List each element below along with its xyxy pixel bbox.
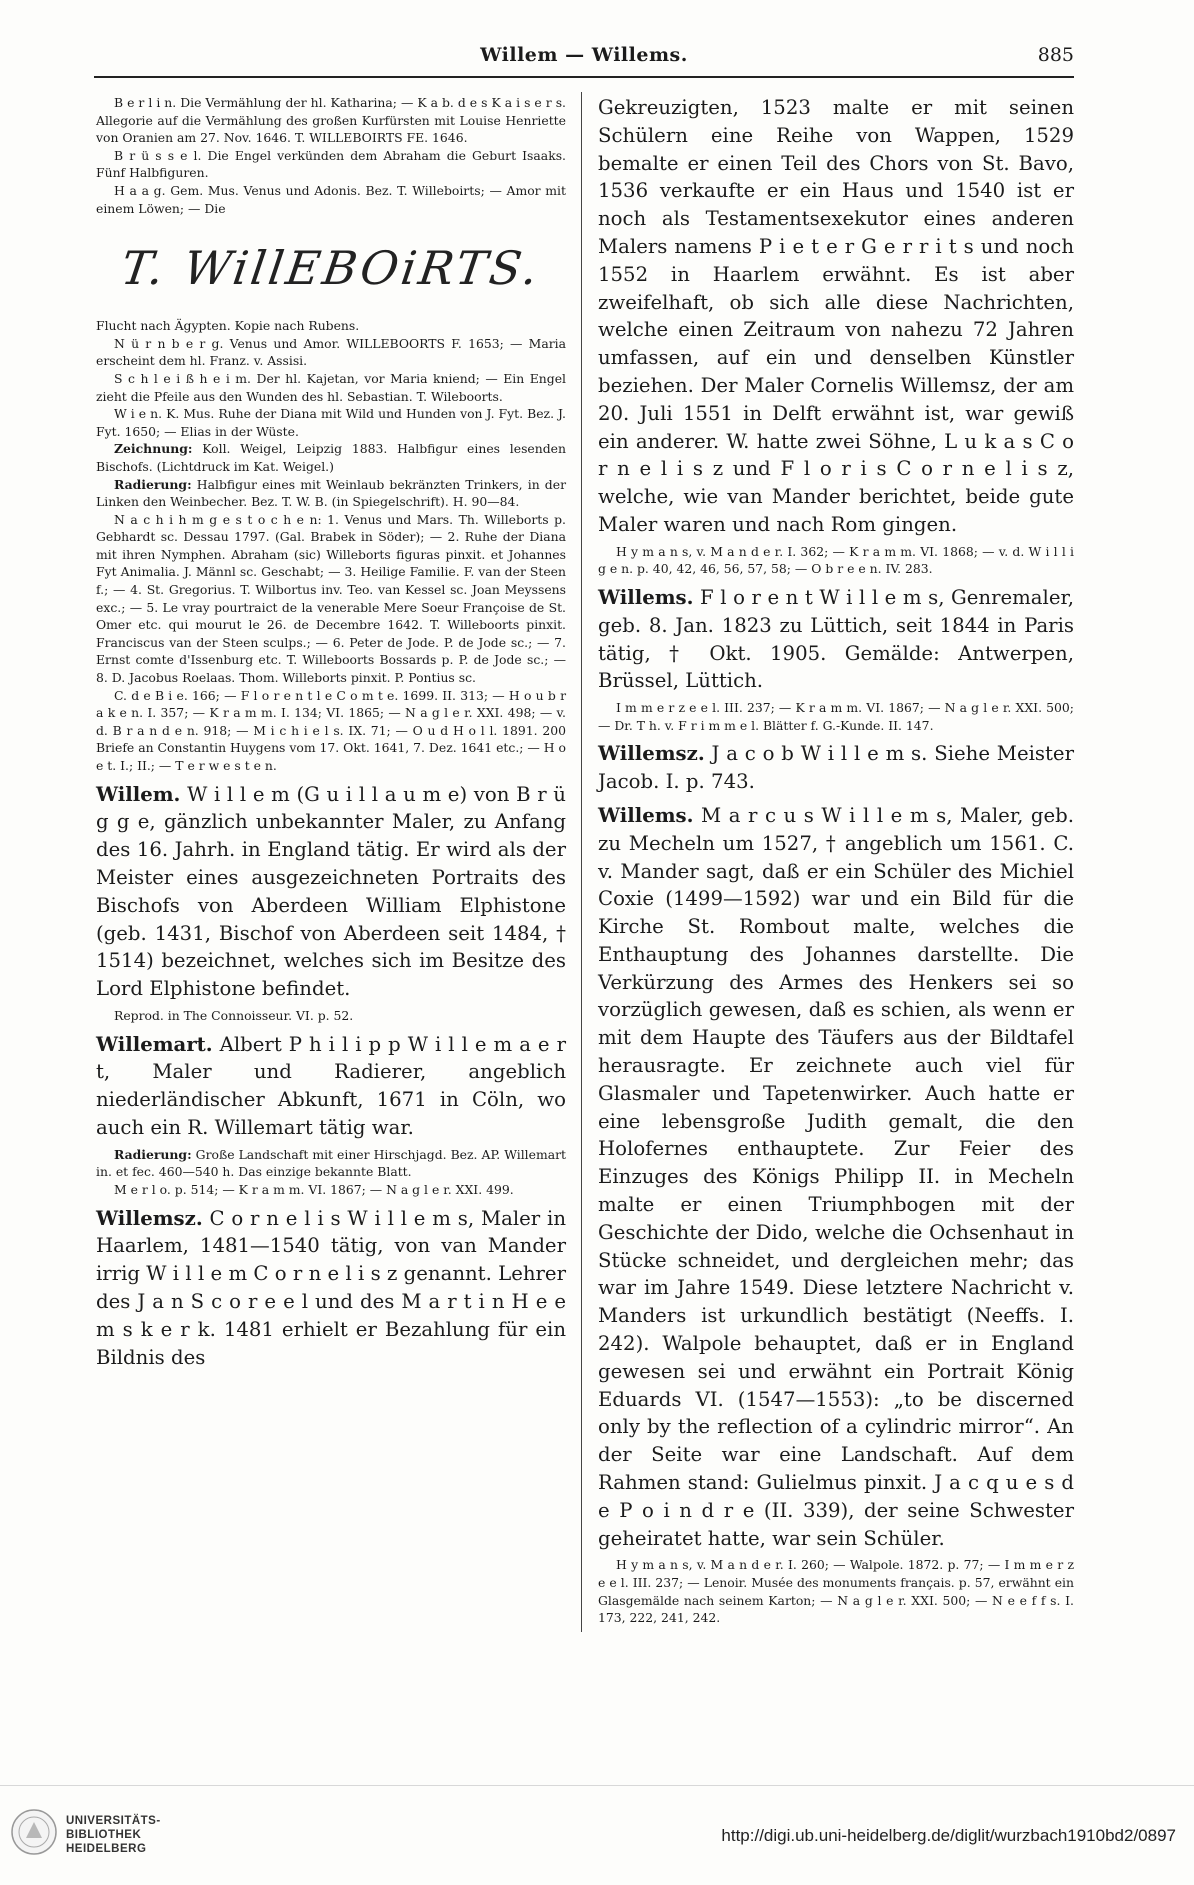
entry-jacob-willemsz (598, 740, 1074, 796)
entry-text: W i l l e m (G u i l l a u m e) von B r ü g g e, gänzlich unbekannter Maler, zu Anfang des 16. Jahrh. in England tätig. Er wird als der Meister eines ausgezeichneten Portraits des Bischofs von Aberdeen William Elphistone (geb. 1431, Bischof von Aberdeen seit 1484, † 1514) bezeichnet, welches sich im Besitze des Lord Elphistone befindet. (96, 782, 566, 1001)
column-divider (581, 92, 582, 1632)
entry-marcus-willems (598, 802, 1074, 1553)
label: Radierung: (114, 1146, 192, 1162)
paragraph (96, 476, 566, 511)
references: C. d e B i e. 166; — F l o r e n t l e C o m t e. 1699. II. 313; — H o u b r a k e n. I. 357; — K r a m m. I. 134; VI. 1865; — N a g l e r. XXI. 498; — v. d. B r a n d e n. 918; — M i c h i e l s. IX. 71; — O u d H o l l. 1891. 200 Briefe an Constantin Huygens vom 17. Okt. 1641, 7. Dez. 1641 etc.; — H o e t. I.; II.; — T e r w e s t e n. (96, 687, 566, 773)
entry-head: Willemsz. (598, 742, 705, 766)
text: Große Landschaft mit einer Hirschjagd. Bez. AP. Willemart in. et fec. 460—540 h. Das einzige bekannte Blatt. (96, 1146, 566, 1180)
text: Halbfigur eines mit Weinlaub bekränzten Trinkers, in der Linken den Weinbecher. Bez. T. W. B. (in Spiegelschrift). H. 90—84. (96, 476, 566, 510)
text: Koll. Weigel, Leipzig 1883. Halbfigur eines lesenden Bischofs. (Lichtdruck im Kat. Weigel.) (96, 441, 566, 474)
references: Reprod. in The Connoisseur. VI. p. 52. (114, 1007, 354, 1023)
paragraph: S c h l e i ß h e i m. Der hl. Kajetan, vor Maria kniend; — Ein Engel zieht die Pfeile aus den Wunden des hl. Sebastian. T. Wileboorts. (96, 370, 566, 404)
entry-head: Willems. (598, 803, 694, 827)
entry-text: C o r n e l i s W i l l e m s, Maler in Haarlem, 1481—1540 tätig, von van Mander irrig W i l l e m C o r n e l i s z genannt. Lehrer des J a n S c o r e e l und des M a r t i n H e e m s k e r k. 1481 erhielt er Bezahlung für ein Bildnis des (96, 1206, 566, 1369)
paragraph (96, 440, 566, 475)
paragraph: H a a g. Gem. Mus. Venus und Adonis. Bez. T. Willeboirts; — Amor mit einem Löwen; — Die (96, 182, 566, 216)
entry-willemsz (96, 1205, 566, 1372)
permalink-url[interactable]: http://digi.ub.uni-heidelberg.de/diglit/wurzbach1910bd2/0897 (721, 1826, 1176, 1845)
running-title: Willem — Willems. (480, 44, 688, 66)
label: Zeichnung: (114, 441, 193, 457)
right-column (598, 94, 1074, 1627)
left-column (96, 94, 566, 1371)
header-rule (94, 76, 1074, 78)
paragraph: B e r l i n. Die Vermählung der hl. Katharina; — K a b. d e s K a i s e r s. Allegorie auf die Vermählung des großen Kurfürsten mit Louise Henriette von Oranien am 27. Nov. 1646. T. WILLEBOIRTS FE. 1646. (96, 95, 566, 146)
entry-text: J a c o b W i l l e m s. Siehe Meister Jacob. I. p. 743. (598, 742, 1074, 794)
library-line: BIBLIOTHEK (66, 1829, 142, 1841)
library-line: HEIDELBERG (66, 1843, 147, 1855)
references: H y m a n s, v. M a n d e r. I. 260; — Walpole. 1872. p. 77; — I m m e r z e e l. III. 237; — Lenoir. Musée des monuments français. p. 57, erwähnt ein Glasgemälde nach seinem Karton; — N a g l e r. XXI. 500; — N e e f f s. I. 173, 222, 241, 242. (598, 1557, 1074, 1626)
page-header (94, 44, 1074, 74)
paragraph: N a c h i h m g e s t o c h e n: 1. Venus und Mars. Th. Willeborts p. Gebhardt sc. Dessau 1797. (Gal. Brabek in Söder); — 2. Ruhe der Diana mit ihren Nymphen. Abraham (sic) Willeborts figuras pinxit. et Johannes Fyt Animalia. J. Männl sc. Geschabt; — 3. Heilige Familie. F. van der Steen f.; — 4. St. Gregorius. T. Wilbortus inv. Teo. van Kessel sc. Joan Meyssens exc.; — 5. Le vray pourtraict de la venerable Mere Soeur Françoise de St. Omer etc. qui mourut le 26. de Decembre 1642. T. Willeboorts pinxit. Franciscus van der Steen sculps.; — 6. Peter de Jode. P. de Jode sc.; — 7. Ernst comte d'Issenburg etc. T. Willeboorts Bossards p. P. de Jode sc.; — 8. D. Jacobus Roelaas. Thom. Willeborts pinxit. P. Pontius sc. (96, 511, 566, 686)
entry-head: Willemart. (96, 1032, 213, 1056)
references: M e r l o. p. 514; — K r a m m. VI. 1867; — N a g l e r. XXI. 499. (114, 1181, 514, 1197)
entry-head: Willemsz. (96, 1206, 203, 1230)
label: Radierung: (114, 476, 192, 492)
entry-head: Willems. (598, 585, 694, 609)
signature-facsimile: T. WillEBOiRTS. (117, 241, 545, 296)
entry-willemart (96, 1031, 566, 1142)
entry-willem (96, 781, 566, 1003)
page-number: 885 (1037, 44, 1074, 66)
entry-florent-willems (598, 584, 1074, 695)
references: H y m a n s, v. M a n d e r. I. 362; — K r a m m. VI. 1868; — v. d. W i l l i g e n. p. 40, 42, 46, 56, 57, 58; — O b r e e n. IV. 283. (598, 543, 1074, 577)
paragraph: N ü r n b e r g. Venus und Amor. WILLEBOORTS F. 1653; — Maria erscheint dem hl. Franz. v. Assisi. (96, 335, 566, 369)
library-line: UNIVERSITÄTS- (66, 1815, 161, 1827)
footer-bar (0, 1785, 1194, 1885)
references: I m m e r z e e l. III. 237; — K r a m m. VI. 1867; — N a g l e r. XXI. 500; — Dr. T h. v. F r i m m e l. Blätter f. G.-Kunde. II. 147. (598, 700, 1074, 733)
paragraph: W i e n. K. Mus. Ruhe der Diana mit Wild und Hunden von J. Fyt. Bez. J. Fyt. 1650; — Elias in der Wüste. (96, 406, 566, 439)
paragraph: Gekreuzigten, 1523 malte er mit seinen Schülern eine Reihe von Wappen, 1529 bemalte er einen Teil des Chors von St. Bavo, 1536 verkaufte er ein Haus und 1540 ist er noch als Testamentsexekutor eines anderen Malers namens P i e t e r G e r r i t s und noch 1552 in Haarlem erwähnt. Es ist aber zweifelhaft, ob sich alle diese Nachrichten, welche einen Zeitraum von nahezu 72 Jahren umfassen, auf ein und denselben Künstler beziehen. Der Maler Cornelis Willemsz, der am 20. Juli 1551 in Delft erwähnt ist, war gewiß ein anderer. W. hatte zwei Söhne, L u k a s C o r n e l i s z und F l o r i s C o r n e l i s z, welche, wie van Mander berichtet, beide gute Maler waren und nach Rom gingen. (598, 96, 1074, 536)
paragraph: B r ü s s e l. Die Engel verkünden dem Abraham die Geburt Isaaks. Fünf Halbfiguren. (96, 147, 566, 181)
university-seal-icon (10, 1808, 58, 1856)
entry-text: F l o r e n t W i l l e m s, Genremaler, geb. 8. Jan. 1823 zu Lüttich, seit 1844 in Paris tätig, † Okt. 1905. Gemälde: Antwerpen, Brüssel, Lüttich. (598, 585, 1074, 693)
entry-text: Albert P h i l i p p W i l l e m a e r t, Maler und Radierer, angeblich niederländischer Abkunft, 1671 in Cöln, wo auch ein R. Willemart tätig war. (96, 1032, 566, 1139)
paragraph: Flucht nach Ägypten. Kopie nach Rubens. (96, 318, 360, 334)
library-name (66, 1814, 161, 1856)
paragraph (96, 1146, 566, 1181)
entry-head: Willem. (96, 782, 181, 806)
entry-text: M a r c u s W i l l e m s, Maler, geb. zu Mecheln um 1527, † angeblich um 1561. C. v. Mander sagt, daß er ein Schüler des Michiel Coxie (1499—1592) war und ein Bild für die Kirche St. Rombout malte, welches die Enthauptung des Johannes darstellte. Die Verkürzung des Armes des Henkers sei so vorzüglich gewesen, daß es schien, als wenn er mit dem Haupte des Täufers aus der Bildtafel herausragte. Er zeichnete auch viel für Glasmaler und Tapetenwirker. Auch hatte er eine lebensgroße Judith gemalt, die den Holofernes enthauptete. Zur Feier des Einzuges des Königs Philipp II. in Mecheln malte er einen Triumphbogen mit der Geschichte der Dido, welche die Ochsenhaut in Stücke schneidet, und dergleichen mehr; das war im Jahre 1549. Diese letztere Nachricht v. Manders ist urkundlich bestätigt (Neeffs. I. 242). Walpole behauptet, daß er in England gewesen sei und erwähnt ein Portrait König Eduards VI. (1547—1553): „to be discerned only by the reflection of a cylindric mirror“. An der Seite war eine Landschaft. Auf dem Rahmen stand: Gulielmus pinxit. J a c q u e s d e P o i n d r e (II. 339), der seine Schwester geheiratet hatte, war sein Schüler. (598, 803, 1074, 1550)
